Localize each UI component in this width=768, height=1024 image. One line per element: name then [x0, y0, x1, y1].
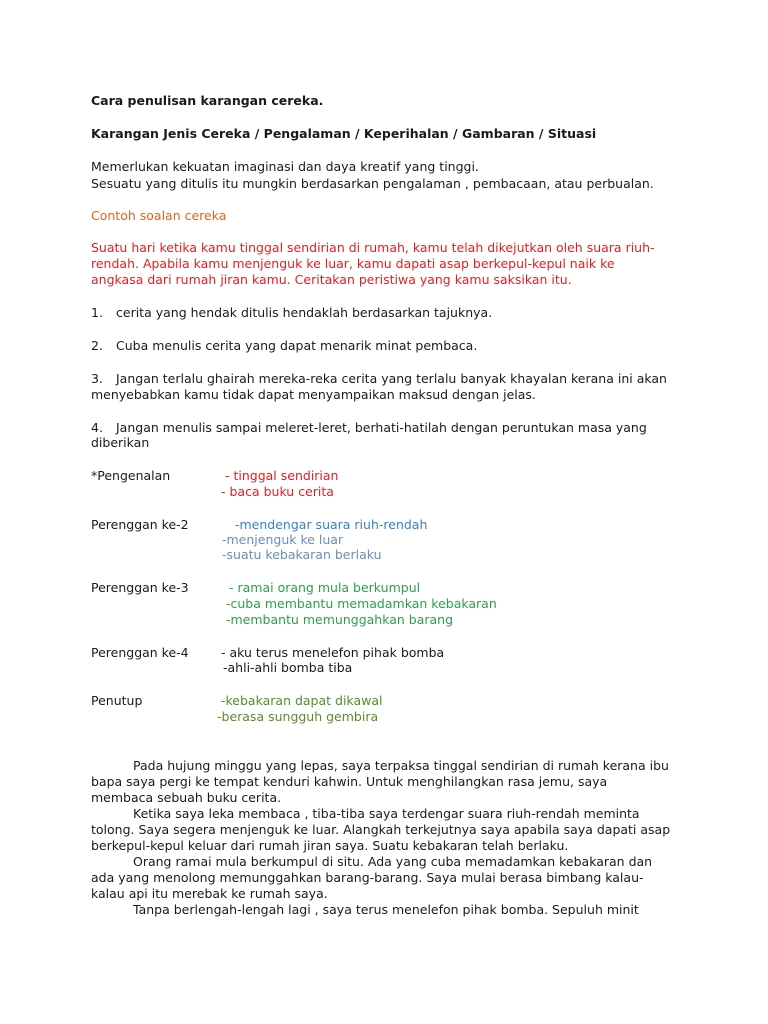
tip-text: Cuba menulis cerita yang dapat menarik minat pembaca.	[116, 338, 478, 353]
question-line-2: rendah. Apabila kamu menjenguk ke luar, kamu dapati asap berkepul-kepul naik ke	[91, 256, 615, 271]
outline-point: -mendengar suara riuh-rendah	[235, 517, 428, 532]
essay-line: Orang ramai mula berkumpul di situ. Ada yang cuba memadamkan kebakaran dan	[133, 854, 653, 869]
tip-text-continued: diberikan	[91, 435, 150, 450]
outline-label: *Pengenalan	[91, 468, 171, 483]
document-title: Cara penulisan karangan cereka.	[91, 93, 324, 108]
outline-point: - baca buku cerita	[221, 484, 334, 499]
question-line-3: angkasa dari rumah jiran kamu. Ceritakan peristiwa yang kamu saksikan itu.	[91, 272, 572, 287]
tip-text: Jangan terlalu ghairah mereka-reka cerita yang terlalu banyak khayalan kerana ini akan	[116, 371, 667, 386]
tip-text-continued: menyebabkan kamu tidak dapat menyampaikan maksud dengan jelas.	[91, 387, 536, 402]
question-line-1: Suatu hari ketika kamu tinggal sendirian di rumah, kamu telah dikejutkan oleh suara riuh-	[91, 240, 655, 255]
essay-line: membaca sebuah buku cerita.	[91, 790, 282, 805]
outline-point: -membantu memunggahkan barang	[226, 612, 454, 627]
outline-point: -menjenguk ke luar	[222, 532, 344, 547]
tip-text: cerita yang hendak ditulis hendaklah berdasarkan tajuknya.	[116, 305, 493, 320]
tip-number: 2.	[91, 338, 103, 353]
essay-line: Pada hujung minggu yang lepas, saya terpaksa tinggal sendirian di rumah kerana ibu	[133, 758, 669, 773]
tip-text: Jangan menulis sampai meleret-leret, berhati-hatilah dengan peruntukan masa yang	[116, 420, 647, 435]
outline-point: -ahli-ahli bomba tiba	[223, 660, 353, 675]
outline-point: -berasa sungguh gembira	[217, 709, 379, 724]
outline-point: - aku terus menelefon pihak bomba	[221, 645, 445, 660]
outline-label: Perenggan ke-4	[91, 645, 189, 660]
tip-number: 1.	[91, 305, 103, 320]
outline-point: - tinggal sendirian	[225, 468, 339, 483]
intro-line-1: Memerlukan kekuatan imaginasi dan daya kreatif yang tinggi.	[91, 159, 479, 174]
outline-label: Penutup	[91, 693, 143, 708]
outline-point: -suatu kebakaran berlaku	[222, 547, 382, 562]
tip-number: 3.	[91, 371, 103, 386]
essay-line: ada yang menolong memunggahkan barang-barang. Saya mulai berasa bimbang kalau-	[91, 870, 644, 885]
intro-line-2: Sesuatu yang ditulis itu mungkin berdasarkan pengalaman , pembacaan, atau perbualan.	[91, 176, 654, 191]
outline-point: - ramai orang mula berkumpul	[229, 580, 421, 595]
example-heading: Contoh soalan cereka	[91, 208, 227, 223]
essay-line: tolong. Saya segera menjenguk ke luar. Alangkah terkejutnya saya apabila saya dapati asap	[91, 822, 671, 837]
essay-line: kalau api itu merebak ke rumah saya.	[91, 886, 328, 901]
essay-line: bapa saya pergi ke tempat kenduri kahwin. Untuk menghilangkan rasa jemu, saya	[91, 774, 608, 789]
outline-label: Perenggan ke-2	[91, 517, 189, 532]
outline-point: -kebakaran dapat dikawal	[221, 693, 383, 708]
document-subtitle: Karangan Jenis Cereka / Pengalaman / Keperihalan / Gambaran / Situasi	[91, 126, 597, 141]
outline-point: -cuba membantu memadamkan kebakaran	[226, 596, 497, 611]
essay-line: Ketika saya leka membaca , tiba-tiba saya terdengar suara riuh-rendah meminta	[133, 806, 640, 821]
essay-line: berkepul-kepul keluar dari rumah jiran saya. Suatu kebakaran telah berlaku.	[91, 838, 569, 853]
outline-label: Perenggan ke-3	[91, 580, 189, 595]
tip-number: 4.	[91, 420, 103, 435]
essay-line: Tanpa berlengah-lengah lagi , saya terus menelefon pihak bomba. Sepuluh minit	[133, 902, 639, 917]
